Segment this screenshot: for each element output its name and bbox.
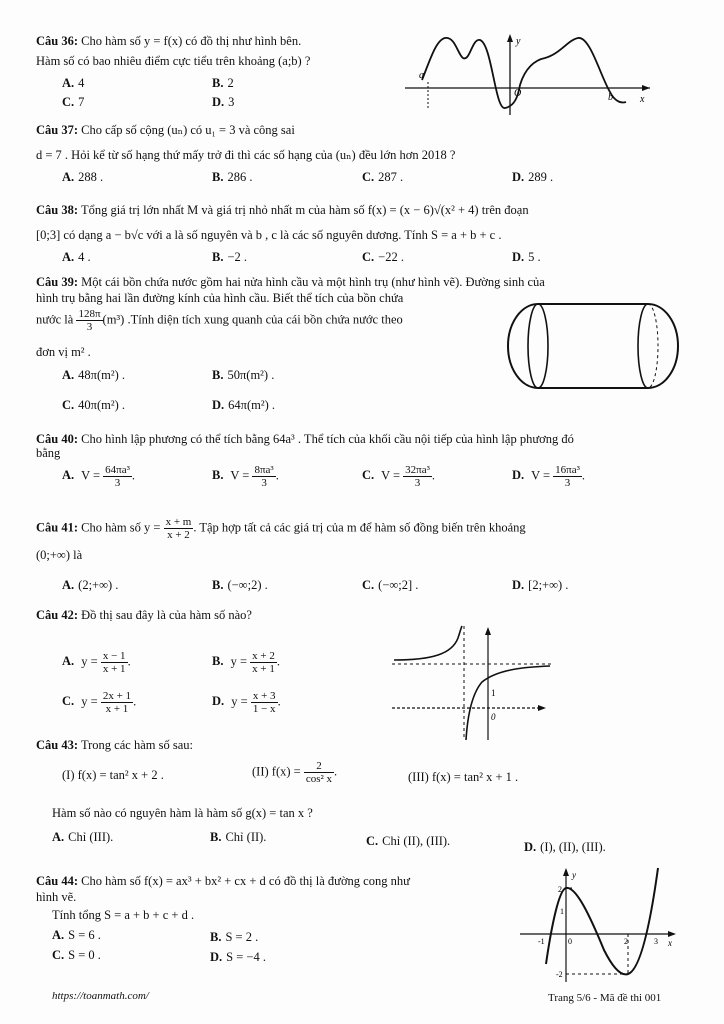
q41-opt-b: B. (−∞;2) .	[212, 578, 268, 592]
q42-opt-a: A. y = $\frac{x - 1}{x + 1}$ .	[62, 650, 131, 675]
q41-opt-a: A. (2;+∞) .	[62, 578, 119, 592]
q39-tank-figure	[498, 296, 688, 396]
q43-opt-d: D. (I), (II), (III).	[524, 840, 606, 854]
q38-line1: Câu 38: Tổng giá trị lớn nhất M và giá trị nhỏ nhất m của hàm số f(x) = (x − 6)√(x² + 4) trên đoạn	[36, 203, 529, 217]
q40-line1: Câu 40: Cho hình lập phương có thể tích bằng 64a³ . Thể tích của khối cầu nội tiếp của hình lập phương đó	[36, 432, 574, 446]
q44-fig-t2: 2	[558, 885, 562, 894]
q40-opt-b: B. V = $\frac{\text{8πa³}}{3}$ .	[212, 464, 279, 489]
q42-opt-c: C. y = $\frac{2x + 1}{x + 1}$ .	[62, 690, 137, 715]
q41-opt-d: D. [2;+∞) .	[512, 578, 569, 592]
q38-text2: [0;3] có dạng a − b√c với a là số nguyên và b , c là các số nguyên dương. Tính S = a + b + c .	[36, 228, 502, 242]
q36-opt-d: D. 3	[212, 95, 235, 109]
q41-opt-c: C. (−∞;2] .	[362, 578, 419, 592]
footer-page: Trang 5/6 - Mã đề thi 001	[548, 992, 662, 1004]
q36-label: Câu 36:	[36, 34, 79, 48]
q36-fig-b: b	[608, 92, 613, 103]
q39-opt-b: B. 50π(m²) .	[212, 368, 275, 382]
q36-opt-b: B. 2	[212, 76, 234, 90]
q38-opt-a: A. 4 .	[62, 250, 91, 264]
q37-opt-b: B. 286 .	[212, 170, 253, 184]
q40-opt-c: C. V = $\frac{\text{32πa³}}{3}$ .	[362, 464, 436, 489]
q42-graph	[392, 624, 552, 742]
q36-text1: Cho hàm số y = f(x) có đồ thị như hình bên.	[81, 34, 302, 48]
q37-opt-c: C. 287 .	[362, 170, 404, 184]
q41-line1: Câu 41: Cho hàm số y = $\frac{x + m}{x + 2}$ . Tập hợp tất cả các giá trị của m để hàm số đồng biến trên khoảng	[36, 516, 526, 541]
q39-line3: nước là $\frac{128\pi}{3}$ (m³) .Tính diện tích xung quanh của cái bồn chứa nước theo	[36, 308, 403, 333]
q42-fig-one: 1	[491, 688, 496, 698]
footer-url[interactable]: https://toanmath.com/	[52, 990, 149, 1002]
q42-fig-o: 0	[491, 712, 496, 722]
q36-text2: Hàm số có bao nhiêu điểm cực tiểu trên khoảng (a;b) ?	[36, 54, 311, 68]
q37-opt-d: D. 289 .	[512, 170, 554, 184]
q43-opt-b: B. Chỉ (II).	[210, 830, 267, 844]
q43-text2: Hàm số nào có nguyên hàm là hàm số g(x) = tan x ?	[52, 806, 313, 820]
q39-opt-d: D. 64π(m²) .	[212, 398, 276, 412]
q44-text3: Tính tổng S = a + b + c + d .	[52, 908, 195, 922]
q43-opt-c: C. Chỉ (II), (III).	[366, 834, 451, 848]
q42-line1: Câu 42: Đồ thị sau đây là của hàm số nào?	[36, 608, 252, 622]
q37-opt-a: A. 288 .	[62, 170, 104, 184]
q36-fig-x: x	[640, 94, 645, 105]
q39-text4: đơn vị m² .	[36, 345, 91, 359]
q37-line1: Câu 37: Cho cấp số cộng (uₙ) có u₁ = 3 và công sai	[36, 123, 295, 137]
q43-line1: Câu 43: Trong các hàm số sau:	[36, 738, 193, 752]
q44-fig-x: x	[668, 938, 672, 948]
q44-opt-a: A. S = 6 .	[52, 928, 101, 942]
q36-line1	[36, 34, 301, 49]
q44-opt-c: C. S = 0 .	[52, 948, 101, 962]
q43-f1: (I) f(x) = tan² x + 2 .	[62, 768, 164, 782]
q39-opt-a: A. 48π(m²) .	[62, 368, 126, 382]
q36-opt-a: A. 4	[62, 76, 85, 90]
q42-opt-b: B. y = $\frac{x + 2}{x + 1}$ .	[212, 650, 280, 675]
q44-fig-x2: 2	[624, 937, 628, 946]
q36-fig-a: a	[419, 70, 424, 81]
q36-fig-o: O	[514, 88, 522, 99]
q36-opt-c: C. 7	[62, 95, 85, 109]
q44-opt-d: D. S = −4 .	[210, 950, 266, 964]
q43-f2: (II) f(x) = $\frac{2}{\text{cos² x}}$ .	[252, 760, 338, 785]
q44-fig-x3: 3	[654, 937, 658, 946]
q44-fig-tm1: -1	[538, 937, 545, 946]
q44-fig-t1: 1	[560, 907, 564, 916]
q44-graph	[520, 866, 690, 984]
q39-line1: Câu 39: Một cái bồn chứa nước gồm hai nửa hình cầu và một hình trụ (như hình vẽ). Đường sinh của	[36, 275, 545, 289]
q38-opt-c: C. −22 .	[362, 250, 404, 264]
q42-opt-d: D. y = $\frac{x + 3}{1 - x}$ .	[212, 690, 281, 715]
q36-graph	[400, 30, 690, 118]
q44-line1: Câu 44: Cho hàm số f(x) = ax³ + bx² + cx + d có đồ thị là đường cong như	[36, 874, 410, 888]
q40-opt-a: A. V = $\frac{\text{64πa³}}{3}$ .	[62, 464, 136, 489]
q40-opt-d: D. V = $\frac{\text{16πa³}}{3}$ .	[512, 464, 586, 489]
q44-fig-tm2: -2	[556, 970, 563, 979]
q44-fig-y: y	[572, 870, 576, 880]
q44-fig-o: 0	[568, 937, 572, 946]
q39-text2: hình trụ bằng hai lần đường kính của hình cầu. Biết thể tích của bồn chứa	[36, 291, 404, 305]
q38-opt-d: D. 5 .	[512, 250, 541, 264]
q41-text2: (0;+∞) là	[36, 548, 83, 562]
q44-opt-b: B. S = 2 .	[210, 930, 259, 944]
q44-text2: hình vẽ.	[36, 890, 77, 904]
q39-frac: $\frac{128\pi}{3}$	[78, 308, 101, 333]
q38-opt-b: B. −2 .	[212, 250, 248, 264]
q36-fig-y: y	[516, 36, 521, 47]
q40-text2: bằng	[36, 446, 61, 460]
q39-opt-c: C. 40π(m²) .	[62, 398, 126, 412]
q43-f3: (III) f(x) = tan² x + 1 .	[408, 770, 519, 784]
q43-opt-a: A. Chỉ (III).	[52, 830, 114, 844]
q37-text2: d = 7 . Hỏi kể từ số hạng thứ mấy trở đi thì các số hạng của (uₙ) đều lớn hơn 2018 ?	[36, 148, 456, 162]
